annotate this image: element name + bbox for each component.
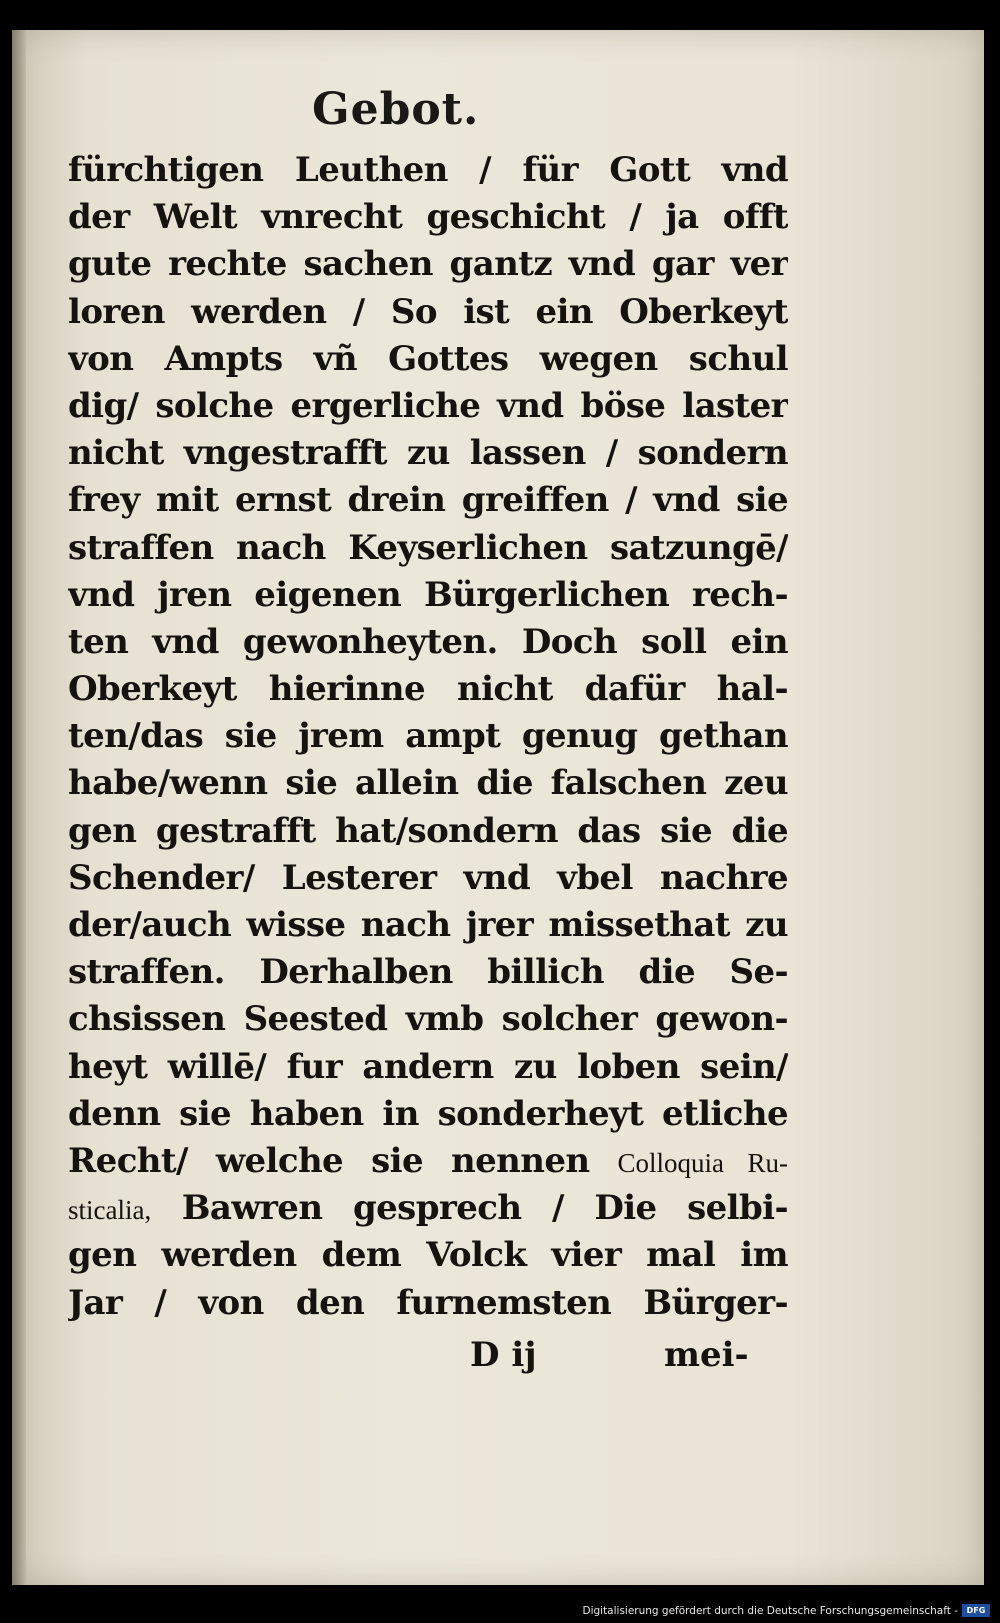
text-line: nicht vngestrafft zu lassen / sondern (68, 433, 788, 474)
signature-mark: D ij (470, 1335, 537, 1375)
text-line-with-latin (68, 1138, 788, 1185)
text-line: loren werden / So ist ein Oberkeyt (68, 291, 788, 332)
dfg-logo-icon: DFG (962, 1604, 990, 1617)
text-segment: Bawren gesprech / Die selbi- (151, 1188, 788, 1229)
text-line: gute rechte sachen gantz vnd gar ver (68, 244, 788, 285)
text-line: ten vnd gewonheyten. Doch soll ein (68, 621, 788, 662)
latin-term: Colloquia Ru- (617, 1147, 788, 1178)
page-header: Gebot. (312, 84, 480, 135)
text-line: gen gestrafft hat/sondern das sie die (68, 810, 788, 851)
text-line: heyt willē/ fur andern zu loben sein/ (68, 1046, 788, 1087)
text-line: Schender/ Lesterer vnd vbel nachre (68, 857, 788, 898)
text-segment: Recht/ welche sie nennen (68, 1140, 618, 1181)
text-line: chsissen Seested vmb solcher gewon- (68, 999, 788, 1040)
catchword: mei- (664, 1335, 749, 1375)
latin-term: sticalia, (68, 1195, 152, 1226)
body-text (68, 147, 788, 1327)
text-line: von Ampts vñ Gottes wegen schul (68, 338, 788, 379)
text-line: ten/das sie jrem ampt genug gethan (68, 716, 788, 757)
text-line: frey mit ernst drein greiffen / vnd sie (68, 480, 788, 521)
text-line: habe/wenn sie allein die falschen zeu (68, 763, 788, 804)
text-line: Jar / von den furnemsten Bürger- (68, 1282, 788, 1323)
text-line: der Welt vnrecht geschicht / ja offt (68, 197, 788, 238)
text-line: der/auch wisse nach jrer missethat zu (68, 905, 788, 945)
digitization-credit: Digitalisierung gefördert durch die Deutsche Forschungsgemeinschaft - (582, 1605, 958, 1617)
text-line: dig/ solche ergerliche vnd böse laster (68, 385, 788, 426)
text-line: fürchtigen Leuthen / für Gott vnd (68, 150, 788, 190)
text-line: vnd jren eigenen Bürgerlichen rech- (68, 574, 788, 615)
text-line: gen werden dem Volck vier mal im (68, 1235, 788, 1276)
text-line: Oberkeyt hierinne nicht dafür hal- (68, 669, 788, 710)
text-line: straffen. Derhalben billich die Se- (68, 952, 788, 993)
text-line: denn sie haben in sonderheyt etliche (68, 1093, 788, 1134)
text-line-with-latin (68, 1185, 788, 1232)
text-line: straffen nach Keyserlichen satzungē/ (68, 527, 788, 568)
